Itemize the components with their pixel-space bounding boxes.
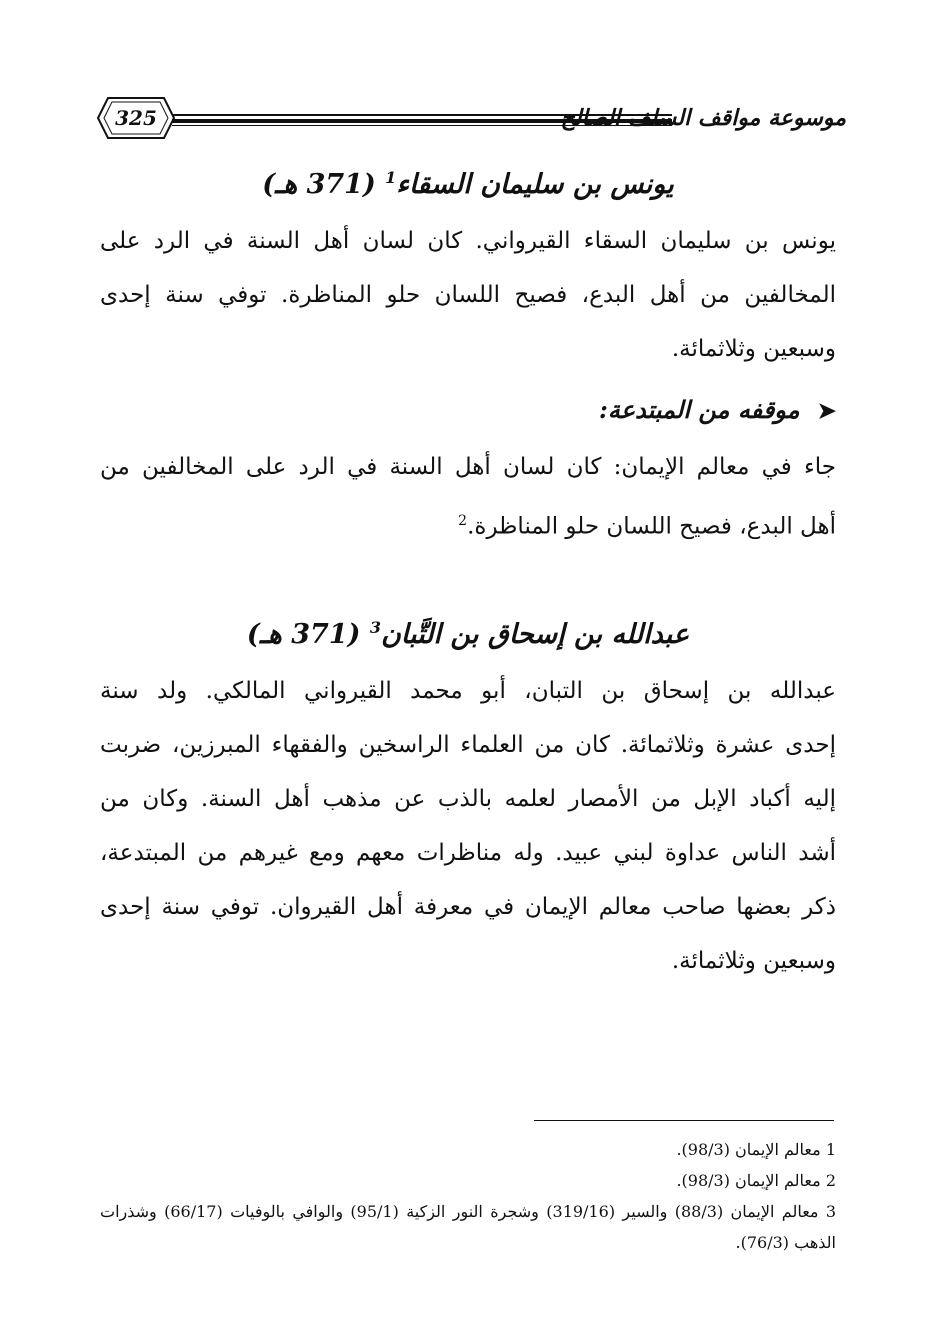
text-line: المخالفين من أهل البدع، فصيح اللسان حلو المناظرة. توفي سنة إحدى xyxy=(100,282,836,308)
text-line: إحدى عشرة وثلاثمائة. كان من العلماء الراسخين والفقهاء المبرزين، ضربت xyxy=(100,732,836,758)
footnote-ref: 1 xyxy=(385,168,397,187)
biography-paragraph-tabban xyxy=(100,664,836,988)
section-title-text: عبدالله بن إسحاق بن التَّبان xyxy=(380,619,690,650)
text-line: ذكر بعضها صاحب معالم الإيمان في معرفة أهل القيروان. توفي سنة إحدى xyxy=(100,894,836,920)
footnote-continuation: الذهب (76/3). xyxy=(735,1233,836,1252)
footnote-ref: 2 xyxy=(458,513,468,529)
text-line: جاء في معالم الإيمان: كان لسان أهل السنة في الرد على المخالفين من xyxy=(100,454,836,480)
page-number: 325 xyxy=(115,106,157,130)
footnote-item: 3 معالم الإيمان (88/3) والسير (319/16) وشجرة النور الزكية (95/1) والوافي بالوفيات (66/17) وشذرات xyxy=(100,1202,837,1221)
footnotes xyxy=(100,1134,836,1258)
footnote-item: 2 معالم الإيمان (98/3). xyxy=(676,1171,836,1190)
footnote-separator xyxy=(534,1120,834,1121)
text-line: وسبعين وثلاثمائة. xyxy=(671,336,836,362)
subheading-position xyxy=(100,390,836,430)
series-title: موسوعة مواقف السلف الصالح xyxy=(560,105,846,131)
subheading-text: موقفه من المبتدعة: xyxy=(599,395,800,424)
section-title-text: يونس بن سليمان السقاء xyxy=(396,169,674,200)
page-header xyxy=(96,92,846,152)
footnote-ref: 3 xyxy=(369,618,381,637)
page-number-badge xyxy=(96,96,176,140)
footnote-item: 1 معالم الإيمان (98/3). xyxy=(676,1140,836,1159)
text-line: عبدالله بن إسحاق بن التبان، أبو محمد القيرواني المالكي. ولد سنة xyxy=(100,678,836,704)
text-line: يونس بن سليمان السقاء القيرواني. كان لسان أهل السنة في الرد على xyxy=(100,228,836,254)
text-line: أهل البدع، فصيح اللسان حلو المناظرة.$^2$ xyxy=(458,513,836,540)
section-title-tabban xyxy=(100,608,836,655)
text-line: أشد الناس عداوة لبني عبيد. وله مناظرات معهم ومع غيرهم من المبتدعة، xyxy=(100,840,836,866)
section-title-date: (371 هـ) xyxy=(246,619,361,650)
position-paragraph-yunus xyxy=(100,440,836,554)
arrowhead-icon: ➤ xyxy=(817,398,836,424)
section-title-yunus xyxy=(100,158,836,205)
text-line: وسبعين وثلاثمائة. xyxy=(671,948,836,974)
biography-paragraph-yunus xyxy=(100,214,836,376)
text-line: إليه أكباد الإبل من الأمصار لعلمه بالذب عن مذهب أهل السنة. وكان من xyxy=(100,786,836,812)
section-title-date: (371 هـ) xyxy=(262,169,376,200)
